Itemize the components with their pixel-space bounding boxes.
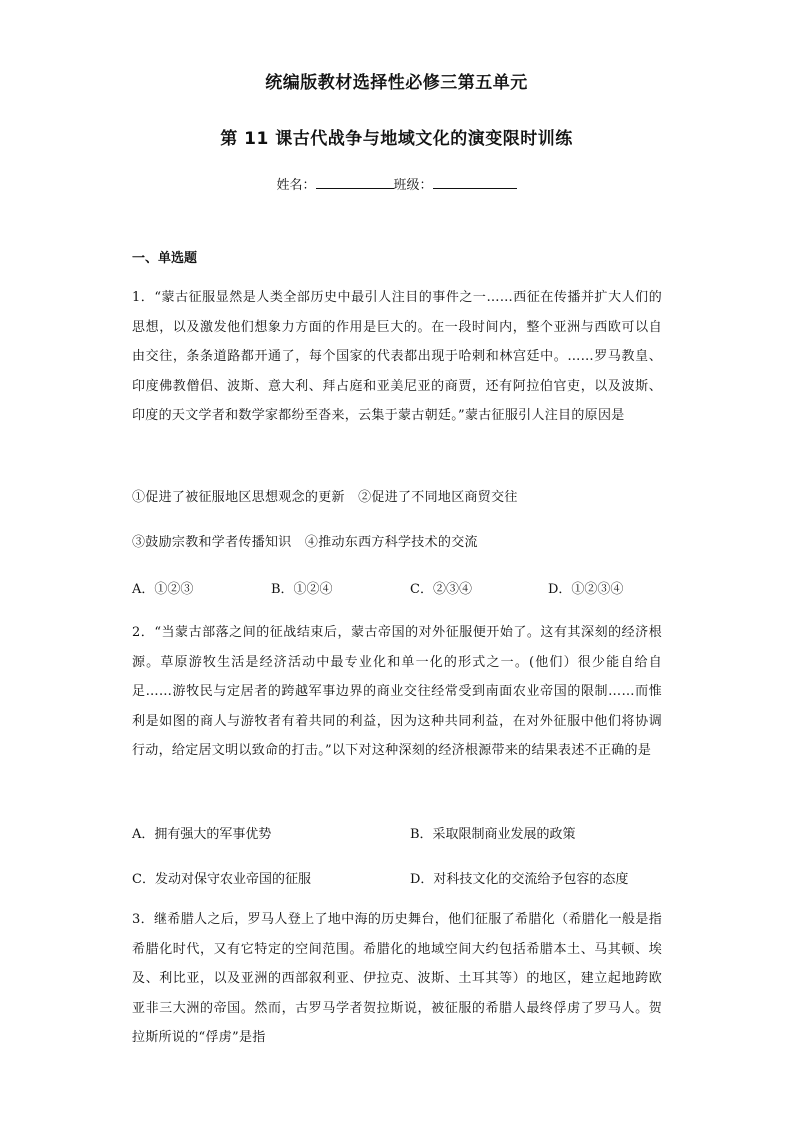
question-1-option-c[interactable]: C．②③④: [410, 582, 472, 597]
student-info-line: [0, 174, 793, 193]
class-blank[interactable]: [433, 176, 517, 189]
question-2-option-c[interactable]: C．发动对保守农业帝国的征服: [132, 872, 311, 887]
question-1-statement-2: ③鼓励宗教和学者传播知识 ④推动东西方科学技术的交流: [132, 535, 478, 550]
question-1-statement-1: ①促进了被征服地区思想观念的更新 ②促进了不同地区商贸交往: [132, 490, 518, 505]
document-subtitle: 第 11 课古代战争与地域文化的演变限时训练: [220, 129, 573, 149]
question-1-option-a[interactable]: A．①②③: [132, 582, 194, 597]
question-3-stem: 3．继希腊人之后，罗马人登上了地中海的历史舞台，他们征服了希腊化（希腊化一般是指希腊化时代，又有它特定的空间范围。希腊化的地域空间大约包括希腊本土、马其顿、埃及、利比亚，以及亚洲的西部叙利亚、伊拉克、波斯、土耳其等）的地区，建立起地跨欧亚非三大洲的帝国。然而，古罗马学者贺拉斯说，被征服的希腊人最终俘虏了罗马人。贺拉斯所说的“俘虏”是指: [132, 912, 662, 1045]
question-1-options: [132, 578, 672, 598]
name-label: 姓名：: [276, 178, 316, 193]
question-2-stem: 2．“当蒙古部落之间的征战结束后，蒙古帝国的对外征服便开始了。这有其深刻的经济根源。草原游牧生活是经济活动中最专业化和单一化的形式之一。(他们）很少能自给自足……游牧民与定居者的跨越军事边界的商业交往经常受到南面农业帝国的限制……而惟利是如图的商人与游牧者有着共同的利益，因为这种共同利益，在对外征服中他们将协调行动，给定居文明以致命的打击。”以下对这种深刻的经济根源带来的结果表述不正确的是: [132, 625, 662, 758]
document-title: 统编版教材选择性必修三第五单元: [265, 73, 528, 93]
question-2-option-d[interactable]: D．对科技文化的交流给予包容的态度: [410, 872, 629, 887]
question-1-option-d[interactable]: D．①②③④: [548, 582, 624, 597]
question-2-option-b[interactable]: B．采取限制商业发展的政策: [410, 827, 576, 842]
class-label: 班级：: [393, 178, 433, 193]
question-2-options-row-2: [132, 868, 672, 888]
question-2-option-a[interactable]: A．拥有强大的军事优势: [132, 827, 272, 842]
name-blank[interactable]: [316, 176, 394, 189]
question-2-options-row-1: [132, 823, 672, 843]
question-1-stem: 1．“蒙古征服显然是人类全部历史中最引人注目的事件之一……西征在传播并扩大人们的思想，以及激发他们想象力方面的作用是巨大的。在一段时间内，整个亚洲与西欧可以自由交往，条条道路都开通了，每个国家的代表都出现于哈剌和林宫廷中。……罗马教皇、印度佛教僧侣、波斯、意大利、拜占庭和亚美尼亚的商贾，还有阿拉伯官吏，以及波斯、印度的天文学者和数学家都纷至沓来，云集于蒙古朝廷。”蒙古征服引人注目的原因是: [132, 290, 662, 423]
question-1-option-b[interactable]: B．①②④: [271, 582, 333, 597]
section-title: 一、单选题: [132, 251, 198, 266]
